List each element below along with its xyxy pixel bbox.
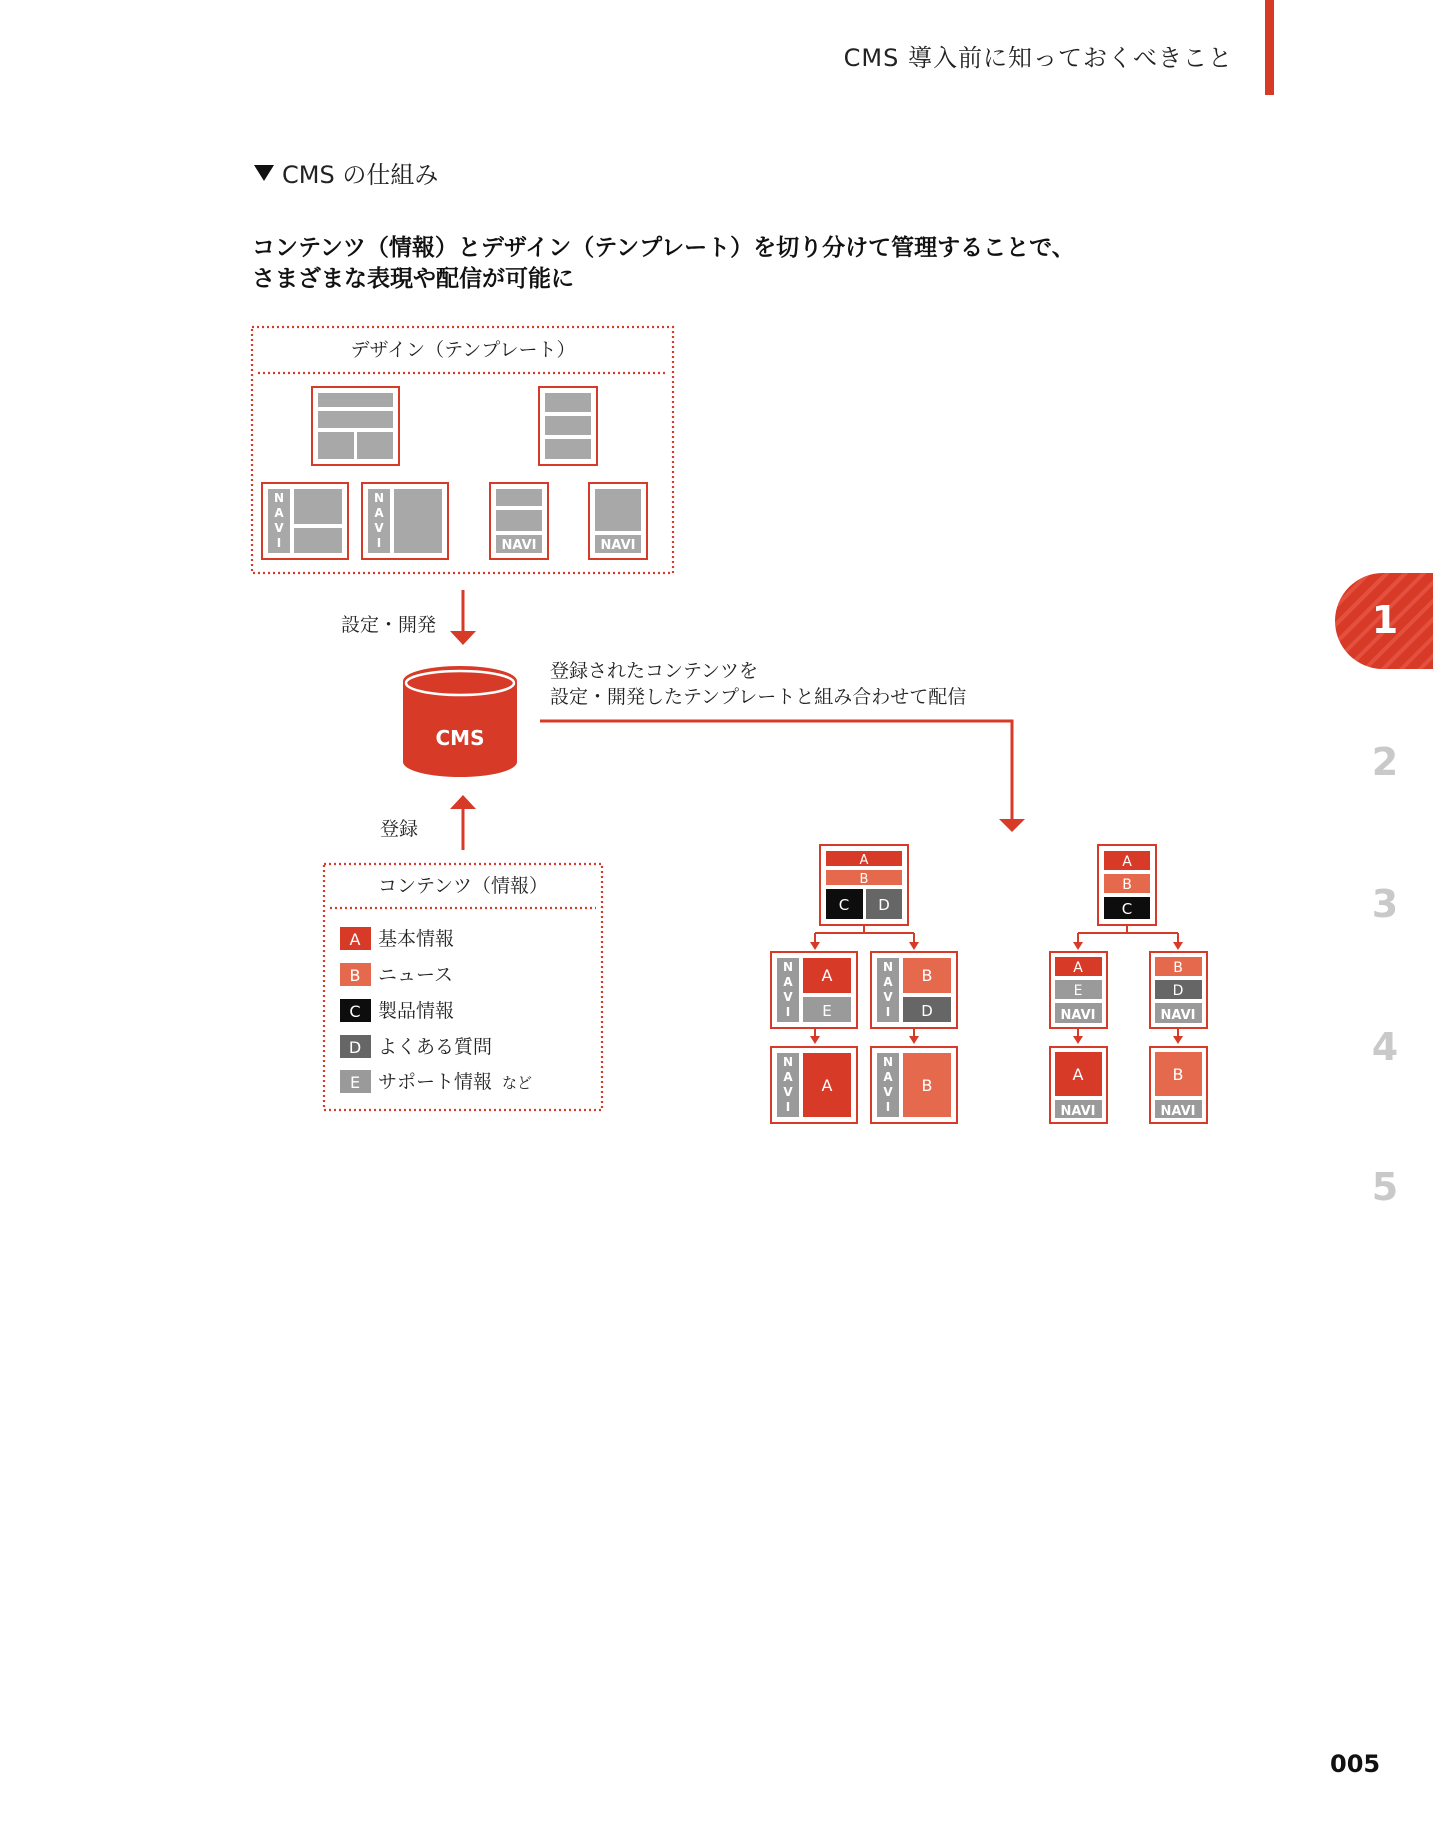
diagram-label: V [883, 1085, 893, 1099]
diagram-label: A [374, 506, 384, 520]
diagram-label: C [1121, 900, 1133, 918]
diagram-label: E [822, 1002, 832, 1020]
diagram-label: B [1172, 1065, 1184, 1084]
chapter-tab-4[interactable]: 4 [1371, 1025, 1399, 1069]
diagram-label: A [1072, 1065, 1084, 1084]
diagram-label: D [921, 1002, 933, 1020]
chapter-tab-3[interactable]: 3 [1371, 882, 1399, 926]
diagram-label: N [782, 960, 794, 974]
chapter-tab-2[interactable]: 2 [1371, 740, 1399, 784]
diagram-label: V [783, 1085, 793, 1099]
diagram-label: N [882, 1055, 894, 1069]
diagram-label: 基本情報 [378, 928, 455, 950]
arrow-dev-label: 設定・開発 [341, 614, 437, 636]
arrow-register-label: 登録 [380, 818, 419, 840]
template-thumb-4 [362, 483, 448, 559]
output-mobile-page-a [1050, 952, 1107, 1028]
output-pc-page-b [871, 952, 957, 1028]
arrow-content-to-cms [380, 795, 476, 850]
headline-line-1: コンテンツ（情報）とデザイン（テンプレート）を切り分けて管理することで、 [252, 235, 1075, 261]
output-tree-mobile [1050, 845, 1207, 1123]
diagram-label: A [1122, 854, 1132, 870]
diagram-label: NAVI [1060, 1104, 1096, 1119]
diagram-label: NAVI [1160, 1008, 1196, 1023]
headline-line-2: さまざまな表現や配信が可能に [252, 266, 574, 292]
section-label-text: CMS の仕組み [282, 161, 439, 189]
diagram-label: V [783, 990, 793, 1004]
output-mobile-detail-b [1150, 1047, 1207, 1123]
diagram-label: I [885, 1100, 891, 1114]
diagram-label: A [274, 506, 284, 520]
diagram-label: N [273, 491, 285, 505]
content-item-b [340, 963, 453, 986]
content-info-box [324, 864, 602, 1110]
output-pc-detail-b [871, 1047, 957, 1123]
diagram-label: B [921, 1076, 933, 1095]
output-mobile-page-b [1150, 952, 1207, 1028]
diagram-label: V [883, 990, 893, 1004]
page-number: 005 [1330, 1750, 1381, 1778]
diagram-label: B [921, 966, 933, 985]
design-template-box [252, 327, 673, 573]
chapter-current-number: 1 [1371, 598, 1399, 642]
output-pc-page-a [771, 952, 857, 1028]
output-pc-detail-a [771, 1047, 857, 1123]
diagram-label: I [885, 1005, 891, 1019]
diagram-label: 製品情報 [378, 1000, 455, 1022]
diagram-label: A [859, 853, 869, 868]
diagram-label: B [1173, 960, 1183, 976]
template-thumb-1 [312, 387, 399, 465]
diagram-label: C [349, 1002, 361, 1021]
diagram-label: I [785, 1005, 791, 1019]
diagram-label: A [821, 966, 833, 985]
diagram-label: ニュース [378, 964, 454, 986]
diagram-label: A [821, 1076, 833, 1095]
diagram-label: A [783, 975, 793, 989]
output-mobile-detail-a [1050, 1047, 1107, 1123]
diagram-label: よくある質問 [378, 1036, 493, 1058]
diagram-label: V [374, 521, 384, 535]
diagram-label: I [785, 1100, 791, 1114]
diagram-label: など [502, 1074, 533, 1092]
cms-database-icon [403, 666, 517, 777]
diagram-label: A [349, 930, 361, 949]
content-item-e [340, 1070, 532, 1093]
diagram-label: E [1073, 983, 1083, 999]
diagram-label: I [376, 536, 382, 550]
output-tree-pc [771, 845, 957, 1123]
diagram-label: A [883, 975, 893, 989]
output-root-pc [820, 845, 908, 925]
diagram-label: I [276, 536, 282, 550]
diagram-label: NAVI [1160, 1104, 1196, 1119]
output-root-mobile [1098, 845, 1156, 925]
template-thumb-5 [490, 483, 548, 559]
diagram-label: A [883, 1070, 893, 1084]
diagram-label: サポート情報 [378, 1071, 493, 1093]
content-box-title: コンテンツ（情報） [377, 875, 549, 897]
content-item-a [340, 927, 454, 950]
template-thumb-2 [539, 387, 597, 465]
diagram-label: V [274, 521, 284, 535]
chapter-tab-5[interactable]: 5 [1371, 1165, 1399, 1209]
content-item-c [340, 999, 454, 1022]
diagram-label: N [782, 1055, 794, 1069]
diagram-label: B [1122, 877, 1132, 893]
distribution-connector [540, 660, 1025, 832]
distribute-label-1: 登録されたコンテンツを [550, 660, 759, 682]
diagram-label: NAVI [1060, 1008, 1096, 1023]
diagram-label: NAVI [501, 538, 537, 553]
arrow-design-to-cms [341, 590, 476, 645]
diagram-label: D [348, 1038, 362, 1057]
content-item-d [340, 1035, 492, 1058]
diagram-label: NAVI [600, 538, 636, 553]
diagram-label: B [349, 966, 361, 985]
diagram-label: D [1172, 983, 1184, 999]
diagram-label: E [349, 1073, 361, 1092]
template-thumb-6 [589, 483, 647, 559]
diagram-label: B [859, 872, 869, 887]
diagram-label: N [882, 960, 894, 974]
diagram-label: A [1073, 960, 1083, 976]
diagram-label: D [878, 896, 890, 914]
running-header: CMS 導入前に知っておくべきこと [843, 44, 1233, 72]
cms-label: CMS [435, 726, 485, 750]
diagram-label: N [373, 491, 385, 505]
diagram-label: C [838, 896, 850, 914]
design-box-title: デザイン（テンプレート） [350, 339, 576, 361]
diagram-label: A [783, 1070, 793, 1084]
distribute-label-2: 設定・開発したテンプレートと組み合わせて配信 [550, 686, 967, 708]
template-thumb-3 [262, 483, 348, 559]
